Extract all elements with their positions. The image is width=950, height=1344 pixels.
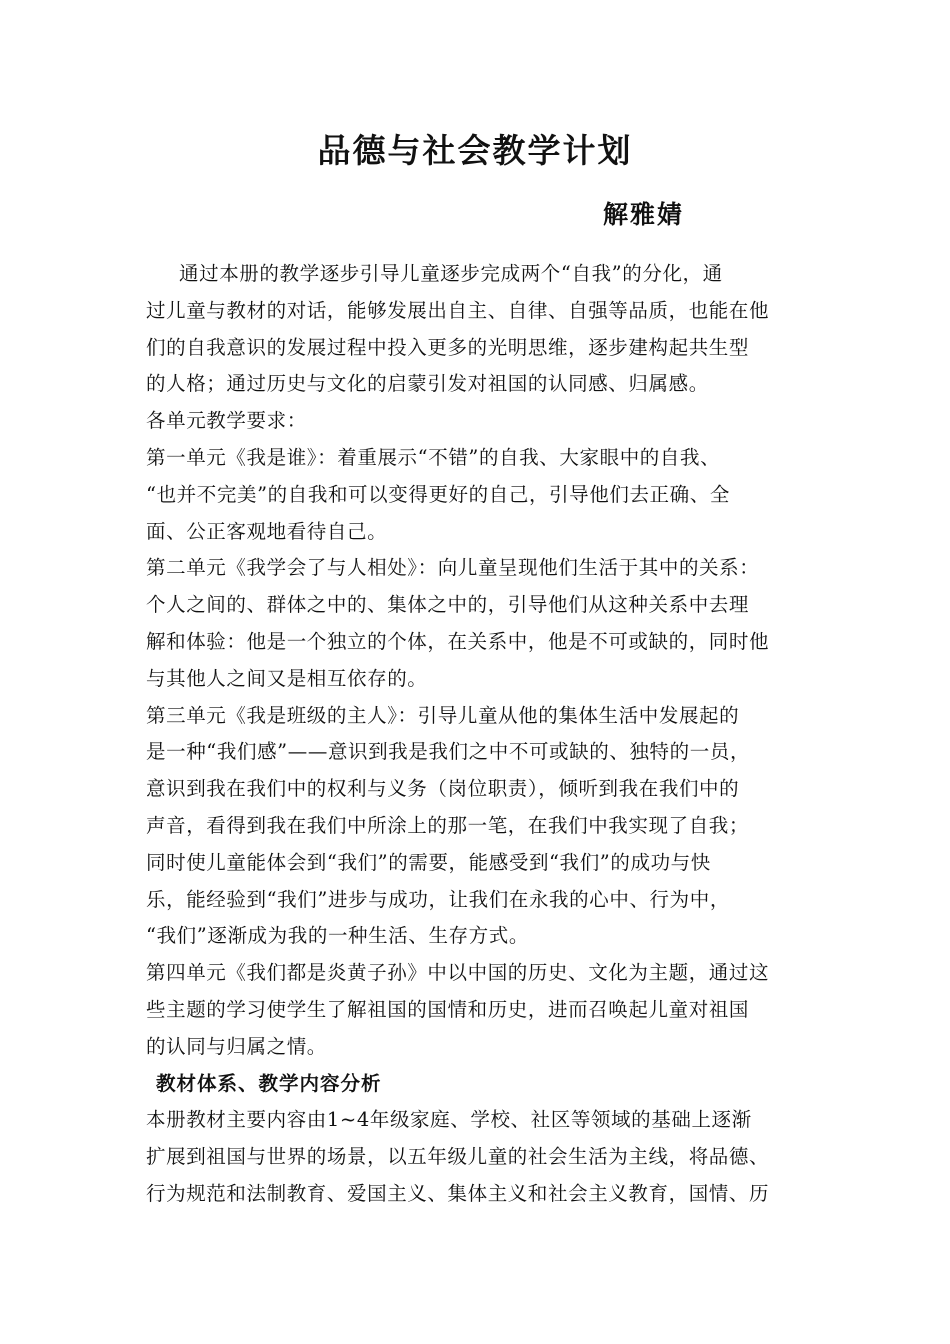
unit-three-line: 第三单元《我是班级的主人》：引导儿童从他的集体生活中发展起的 [146,703,740,727]
unit-three-line: 声音，看得到我在我们中所涂上的那一笔，在我们中我实现了自我； [146,813,750,837]
paragraph-line: 行为规范和法制教育、爱国主义、集体主义和社会主义教育，国情、历 [146,1181,770,1205]
unit-three-line: 乐，能经验到“我们”进步与成功，让我们在永我的心中、行为中， [146,887,730,911]
document-title: 品德与社会教学计划 [317,131,633,170]
document-author: 解雅婧 [603,200,685,229]
unit-four-line: 些主题的学习使学生了解祖国的国情和历史，进而召唤起儿童对祖国 [146,997,750,1021]
unit-three-line: 意识到我在我们中的权利与义务（岗位职责），倾听到我在我们中的 [146,777,740,801]
unit-two-line: 与其他人之间又是相互依存的。 [146,666,428,690]
paragraph-line: 过儿童与教材的对话，能够发展出自主、自律、自强等品质，也能在他 [146,298,770,322]
unit-two-line: 解和体验：他是一个独立的个体，在关系中，他是不可或缺的，同时他 [146,629,770,653]
unit-two-line: 个人之间的、群体之中的、集体之中的，引导他们从这种关系中去理 [146,593,750,617]
paragraph-line: 们的自我意识的发展过程中投入更多的光明思维，逐步建构起共生型 [146,335,750,359]
unit-three-line: 同时使儿童能体会到“我们”的需要，能感受到“我们”的成功与快 [146,850,711,874]
unit-four-line: 第四单元《我们都是炎黄子孙》中以中国的历史、文化为主题，通过这 [146,961,770,985]
unit-four-line: 的认同与归属之情。 [146,1034,327,1058]
unit-one-line: 面、公正客观地看待自己。 [146,519,388,543]
unit-three-line: “我们”逐渐成为我的一种生活、生存方式。 [146,924,529,948]
document-body [146,256,826,1213]
section-heading: 教材体系、教学内容分析 [156,1071,382,1095]
unit-one-line: “也并不完美”的自我和可以变得更好的自己，引导他们去正确、全 [146,482,730,506]
unit-two-line: 第二单元《我学会了与人相处》：向儿童呈现他们生活于其中的关系： [146,556,760,580]
paragraph-line: 的人格；通过历史与文化的启蒙引发对祖国的认同感、归属感。 [146,372,709,396]
unit-one-line: 第一单元《我是谁》：着重展示“不错”的自我、大家眼中的自我、 [146,445,721,469]
paragraph-line: 扩展到祖国与世界的场景，以五年级儿童的社会生活为主线，将品德、 [146,1145,770,1169]
paragraph-line: 本册教材主要内容由1~4年级家庭、学校、社区等领域的基础上逐渐 [146,1108,752,1132]
unit-three-line: 是一种“我们感”——意识到我是我们之中不可或缺的、独特的一员， [146,740,751,764]
section-label: 各单元教学要求： [146,409,307,433]
paragraph-line: 通过本册的教学逐步引导儿童逐步完成两个“自我”的分化，通 [179,262,723,285]
